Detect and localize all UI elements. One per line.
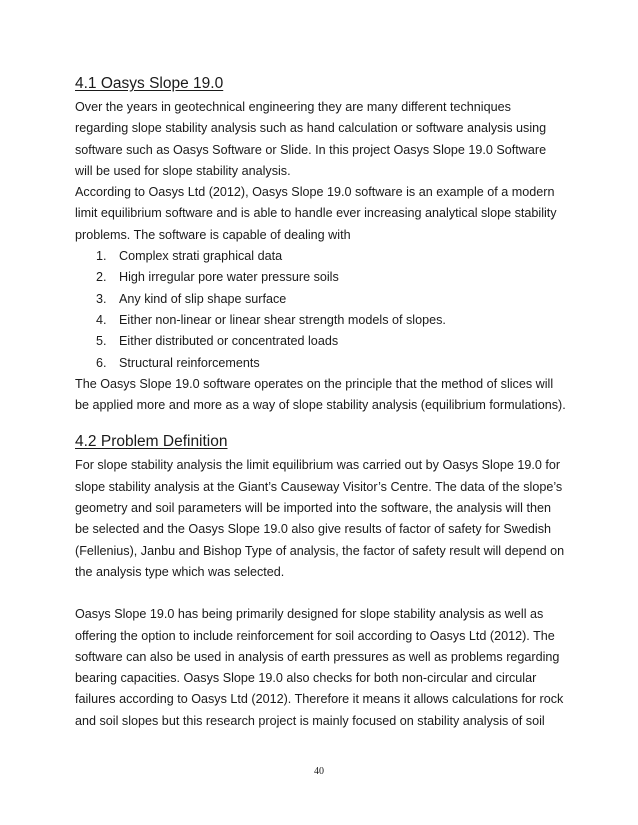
list-number: 3. [96, 291, 107, 306]
list-item [75, 310, 565, 331]
list-text: Either non-linear or linear shear strength models of slopes. [119, 312, 446, 327]
list-text: Structural reinforcements [119, 355, 260, 370]
spacer [75, 583, 565, 604]
list-item [75, 267, 565, 288]
paragraph [75, 374, 565, 417]
paragraph [75, 182, 565, 246]
text-line: software can also be used in analysis of earth pressures as well as problems regarding [75, 649, 560, 664]
list-number: 4. [96, 312, 107, 327]
text-line: failures according to Oasys Ltd (2012). Therefore it means it allows calculations for rock [75, 692, 564, 707]
text-line: The Oasys Slope 19.0 software operates on the principle that the method of slices will [75, 376, 554, 391]
list-number: 5. [96, 334, 107, 349]
text-line: Over the years in geotechnical engineering they are many different techniques [75, 100, 511, 114]
list-item [75, 289, 565, 310]
list-text: Either distributed or concentrated loads [119, 334, 339, 349]
text-line: For slope stability analysis the limit equilibrium was carried out by Oasys Slope 19.0 for [75, 458, 561, 473]
text-line: be selected and the Oasys Slope 19.0 also give results of factor of safety for Swedish [75, 522, 552, 537]
text-line: slope stability analysis at the Giant’s Causeway Visitor’s Centre. The data of the slope’s [75, 479, 563, 494]
text-line: (Fellenius), Janbu and Bishop Type of analysis, the factor of safety result will depend on [75, 543, 565, 558]
paragraph [75, 97, 565, 182]
paragraph [75, 604, 565, 732]
list-item [75, 353, 565, 374]
paragraph [75, 455, 565, 583]
list-number: 2. [96, 270, 107, 285]
text-line: be applied more and more as a way of slope stability analysis (equilibrium formulations). [75, 398, 566, 413]
text-line: and soil slopes but this research project is mainly focused on stability analysis of soil [75, 713, 545, 728]
text-line: will be used for slope stability analysis. [75, 163, 291, 178]
capability-list [75, 246, 565, 374]
list-text: High irregular pore water pressure soils [119, 270, 339, 285]
text-line: bearing capacities. Oasys Slope 19.0 also checks for both non-circular and circular [75, 671, 537, 686]
page-number: 40 [314, 766, 324, 777]
list-item [75, 246, 565, 267]
section-heading: 4.2 Problem Definition [75, 433, 228, 451]
text-line: regarding slope stability analysis such as hand calculation or software analysis using [75, 121, 547, 136]
text-line: According to Oasys Ltd (2012), Oasys Slope 19.0 software is an example of a modern [75, 185, 555, 200]
page-content [75, 74, 565, 732]
list-item [75, 331, 565, 352]
text-line: the analysis type which was selected. [75, 564, 285, 579]
list-number: 6. [96, 355, 107, 370]
list-text: Complex strati graphical data [119, 249, 283, 264]
spacer [75, 416, 565, 432]
text-line: geometry and soil parameters will be imported into the software, the analysis will then [75, 501, 551, 516]
text-line: problems. The software is capable of dealing with [75, 227, 351, 242]
text-line: limit equilibrium software and is able to handle ever increasing analytical slope stability [75, 206, 557, 221]
text-line: Oasys Slope 19.0 has being primarily designed for slope stability analysis as well as [75, 607, 544, 622]
text-line: offering the option to include reinforcement for soil according to Oasys Ltd (2012). The [75, 628, 555, 643]
text-line: software such as Oasys Software or Slide. In this project Oasys Slope 19.0 Software [75, 142, 547, 157]
section-heading: 4.1 Oasys Slope 19.0 [75, 75, 224, 92]
list-number: 1. [96, 249, 107, 264]
list-text: Any kind of slip shape surface [119, 291, 287, 306]
